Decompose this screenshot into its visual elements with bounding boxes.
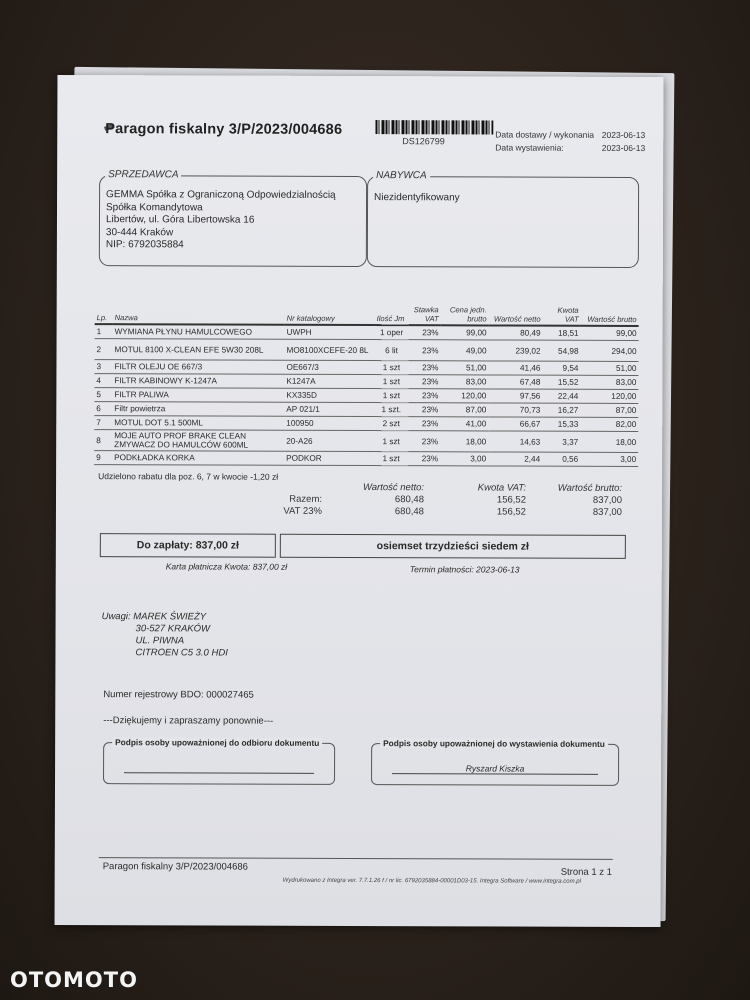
cell: 1 szt (374, 361, 408, 375)
delivery-date-value: 2023-06-13 (601, 129, 646, 140)
cell: 1 szt. (374, 403, 408, 417)
cell: 15,52 (542, 375, 580, 389)
cell: 5 (94, 388, 112, 402)
summary-label: Razem: (289, 493, 323, 505)
cell: PODKOR (284, 451, 374, 465)
seller-line: NIP: 6792035884 (105, 239, 184, 251)
cell: 2 (94, 339, 112, 360)
cell: 14,63 (488, 431, 542, 452)
issue-date-label: Data wystawienia: (495, 142, 564, 153)
cell: 3,00 (440, 452, 488, 466)
cell: 2,44 (488, 452, 542, 466)
cell: 49,00 (440, 340, 488, 361)
notes-line: 30-527 KRAKÓW (135, 623, 211, 635)
notes-label: Uwagi: (101, 611, 131, 623)
cell: PODKŁADKA KORKA (112, 451, 284, 466)
cell: 18,00 (440, 431, 488, 452)
summary-netto: 680,48 (394, 505, 424, 517)
card-payment: Karta płatnicza Kwota: 837,00 zł (165, 561, 288, 572)
col-header: Nazwa (114, 313, 138, 323)
col-header: Cena jedn. brutto (449, 305, 487, 324)
cell: 66,67 (488, 417, 542, 431)
delivery-date-row (495, 128, 645, 142)
cell: 23% (409, 325, 441, 340)
cell: 239,02 (488, 340, 542, 361)
signature-line (124, 772, 314, 774)
cell: 51,00 (580, 361, 638, 375)
seller-line: Libertów, ul. Góra Libertowska 16 (105, 214, 255, 226)
cell: 99,00 (581, 326, 639, 341)
barcode (375, 120, 493, 134)
cell: 97,56 (488, 389, 542, 403)
summary-label: VAT 23% (283, 505, 322, 517)
col-header: Stawka VAT (413, 305, 439, 324)
cell: 54,98 (542, 340, 580, 361)
cell: MOTUL DOT 5.1 500ML (112, 416, 284, 431)
footer-document-id: Paragon fiskalny 3/P/2023/004686 (102, 861, 248, 873)
summary-header: Kwota VAT: (477, 481, 527, 494)
issue-date-row (495, 141, 645, 155)
cell: 20-A26 (284, 430, 374, 451)
vat-summary (266, 481, 628, 518)
summary-spacer (266, 481, 328, 493)
cell: 87,00 (580, 403, 638, 417)
cell: 82,00 (580, 417, 638, 431)
summary-netto: 680,48 (394, 493, 425, 505)
cell: FILTR PALIWA (112, 388, 284, 403)
issuer-name: Ryszard Kiszka (465, 763, 525, 774)
receipt-sheet (55, 75, 664, 927)
cell: 2 szt (374, 417, 408, 431)
notes-first-line (102, 611, 228, 623)
signature-line (392, 773, 598, 775)
col-header: Wartość brutto (587, 314, 637, 324)
table-row (94, 451, 638, 467)
cell: 1 oper (375, 325, 409, 340)
cell: AP 021/1 (284, 402, 374, 416)
cell: 3 (94, 360, 112, 374)
receiver-signature-box (103, 737, 335, 785)
cell: Filtr powietrza (112, 402, 284, 417)
cell: 3,37 (542, 431, 580, 452)
payment-term: Termin płatności: 2023-06-13 (409, 564, 520, 575)
cell: OE667/3 (284, 360, 374, 374)
cell: 16,27 (542, 403, 580, 417)
cell: MOJE AUTO PROF BRAKE CLEAN ZMYWACZ DO HAMULCÓW 600ML (112, 430, 284, 452)
summary-brutto: 837,00 (592, 494, 623, 506)
col-header: Kwota VAT (557, 305, 579, 324)
notes-line: CITROEN C5 3.0 HDI (135, 647, 228, 659)
issuer-signature-label: Podpis osoby upoważnionej do wystawienia dokumentu (380, 738, 608, 749)
cell: 120,00 (580, 389, 638, 403)
cell: 9,54 (542, 361, 580, 375)
thanks-message: ---Dziękujemy i zapraszamy ponownie--- (103, 715, 274, 727)
table-header-row (95, 297, 639, 326)
amount-in-words: osiemset trzydzieści siedem zł (280, 534, 626, 559)
summary-row (266, 505, 628, 518)
cell: 3,00 (580, 452, 638, 466)
cell: 1 szt (374, 389, 408, 403)
cell: 70,73 (488, 403, 542, 417)
cell: 7 (94, 416, 112, 430)
seller-box (99, 169, 367, 267)
receiver-signature-label: Podpis osoby upoważnionej do odbioru dokumentu (112, 737, 322, 748)
cell: 15,33 (542, 417, 580, 431)
cell: 41,46 (488, 361, 542, 375)
cell: 18,00 (580, 431, 638, 452)
footer-divider (99, 857, 613, 860)
barcode-number: DS126799 (402, 136, 445, 147)
cell: 67,48 (488, 375, 542, 389)
document-dates (495, 128, 645, 155)
printed-by-note: Wydrukowano z Integra ver. 7.7.1.26 f / nr lic. 6792035884-00001D03-15. Integra Software / www.integra.com.pl (282, 877, 581, 885)
cell: 23% (408, 375, 440, 389)
cell: 23% (408, 431, 440, 452)
items-table (94, 297, 639, 467)
notes-line: UL. PIWNA (135, 635, 185, 647)
cell: 4 (94, 374, 112, 388)
col-header: Ilość Jm (376, 314, 405, 324)
cell: 51,00 (440, 361, 488, 375)
amount-due: Do zapłaty: 837,00 zł (100, 533, 276, 558)
cell: 0,56 (542, 452, 580, 466)
delivery-date-label: Data dostawy / wykonania (495, 129, 595, 140)
cell: 22,44 (542, 389, 580, 403)
summary-header: Wartość netto: (362, 481, 425, 493)
cell: 87,00 (440, 403, 488, 417)
seller-details (106, 189, 336, 252)
cell: MO8100XCEFE-20 8L (284, 339, 374, 360)
page-number: Strona 1 z 1 (560, 866, 612, 878)
seller-line: Spółka Komandytowa (106, 201, 203, 213)
cell: 8 (94, 430, 112, 451)
summary-header: Wartość brutto: (557, 482, 623, 494)
summary-row (266, 493, 628, 506)
cell: 1 (95, 324, 113, 339)
seller-line: 30-444 Kraków (105, 226, 174, 238)
cell: 23% (408, 417, 440, 431)
cell: 18,51 (543, 326, 581, 341)
cell: UWPH (285, 325, 375, 340)
cell: 1 szt (374, 375, 408, 389)
cell: FILTR KABINOWY K-1247A (112, 374, 284, 389)
buyer-label: NABYWCA (373, 170, 430, 181)
summary-vat: 156,52 (496, 505, 526, 518)
col-header: Nr katalogowy (286, 313, 335, 323)
otomoto-watermark: OTOMOTO (10, 968, 138, 992)
buyer-box (367, 170, 639, 268)
cell: K1247A (284, 374, 374, 388)
cell: 99,00 (441, 325, 489, 340)
cell: 23% (408, 389, 440, 403)
issue-date-value: 2023-06-13 (601, 142, 646, 153)
cell: 1 szt (374, 452, 408, 466)
document-title: Paragon fiskalny 3/P/2023/004686 (105, 121, 343, 138)
bdo-number: Numer rejestrowy BDO: 000027465 (103, 689, 254, 701)
issuer-signature-box (371, 738, 619, 786)
cell: 83,00 (440, 375, 488, 389)
table-row (94, 430, 638, 453)
cell: 23% (408, 403, 440, 417)
cell: 1 szt (374, 431, 408, 452)
cell: FILTR OLEJU OE 667/3 (112, 360, 284, 375)
col-header: Lp. (96, 313, 108, 323)
notes-line: MAREK ŚWIEŻY (133, 611, 207, 623)
cell: MOTUL 8100 X-CLEAN EFE 5W30 208L (112, 339, 284, 361)
buyer-name: Niezidentyfikowany (374, 192, 460, 204)
seller-line: GEMMA Spółka z Ograniczoną Odpowiedzialnością (106, 189, 336, 201)
summary-vat: 156,52 (496, 493, 527, 506)
cell: WYMIANA PŁYNU HAMULCOWEGO (113, 324, 285, 339)
seller-label: SPRZEDAWCA (105, 169, 181, 180)
summary-brutto: 837,00 (592, 506, 622, 518)
cell: 23% (408, 452, 440, 466)
cell: 120,00 (440, 389, 488, 403)
cell: 41,00 (440, 417, 488, 431)
cell: 80,49 (489, 325, 543, 340)
cell: 294,00 (580, 340, 638, 361)
cell: 100950 (284, 416, 374, 430)
cell: KX335D (284, 388, 374, 402)
cell: 6 (94, 402, 112, 416)
table-row (94, 339, 638, 362)
cell: 23% (408, 361, 440, 375)
cell: 6 lit (374, 340, 408, 361)
notes-block (101, 611, 228, 659)
discount-note: Udzielono rabatu dla poz. 6, 7 w kwocie -1,20 zł (98, 471, 279, 482)
cell: 83,00 (580, 375, 638, 389)
col-header: Wartość netto (493, 314, 541, 324)
cell: 9 (94, 451, 112, 465)
cell: 23% (408, 340, 440, 361)
